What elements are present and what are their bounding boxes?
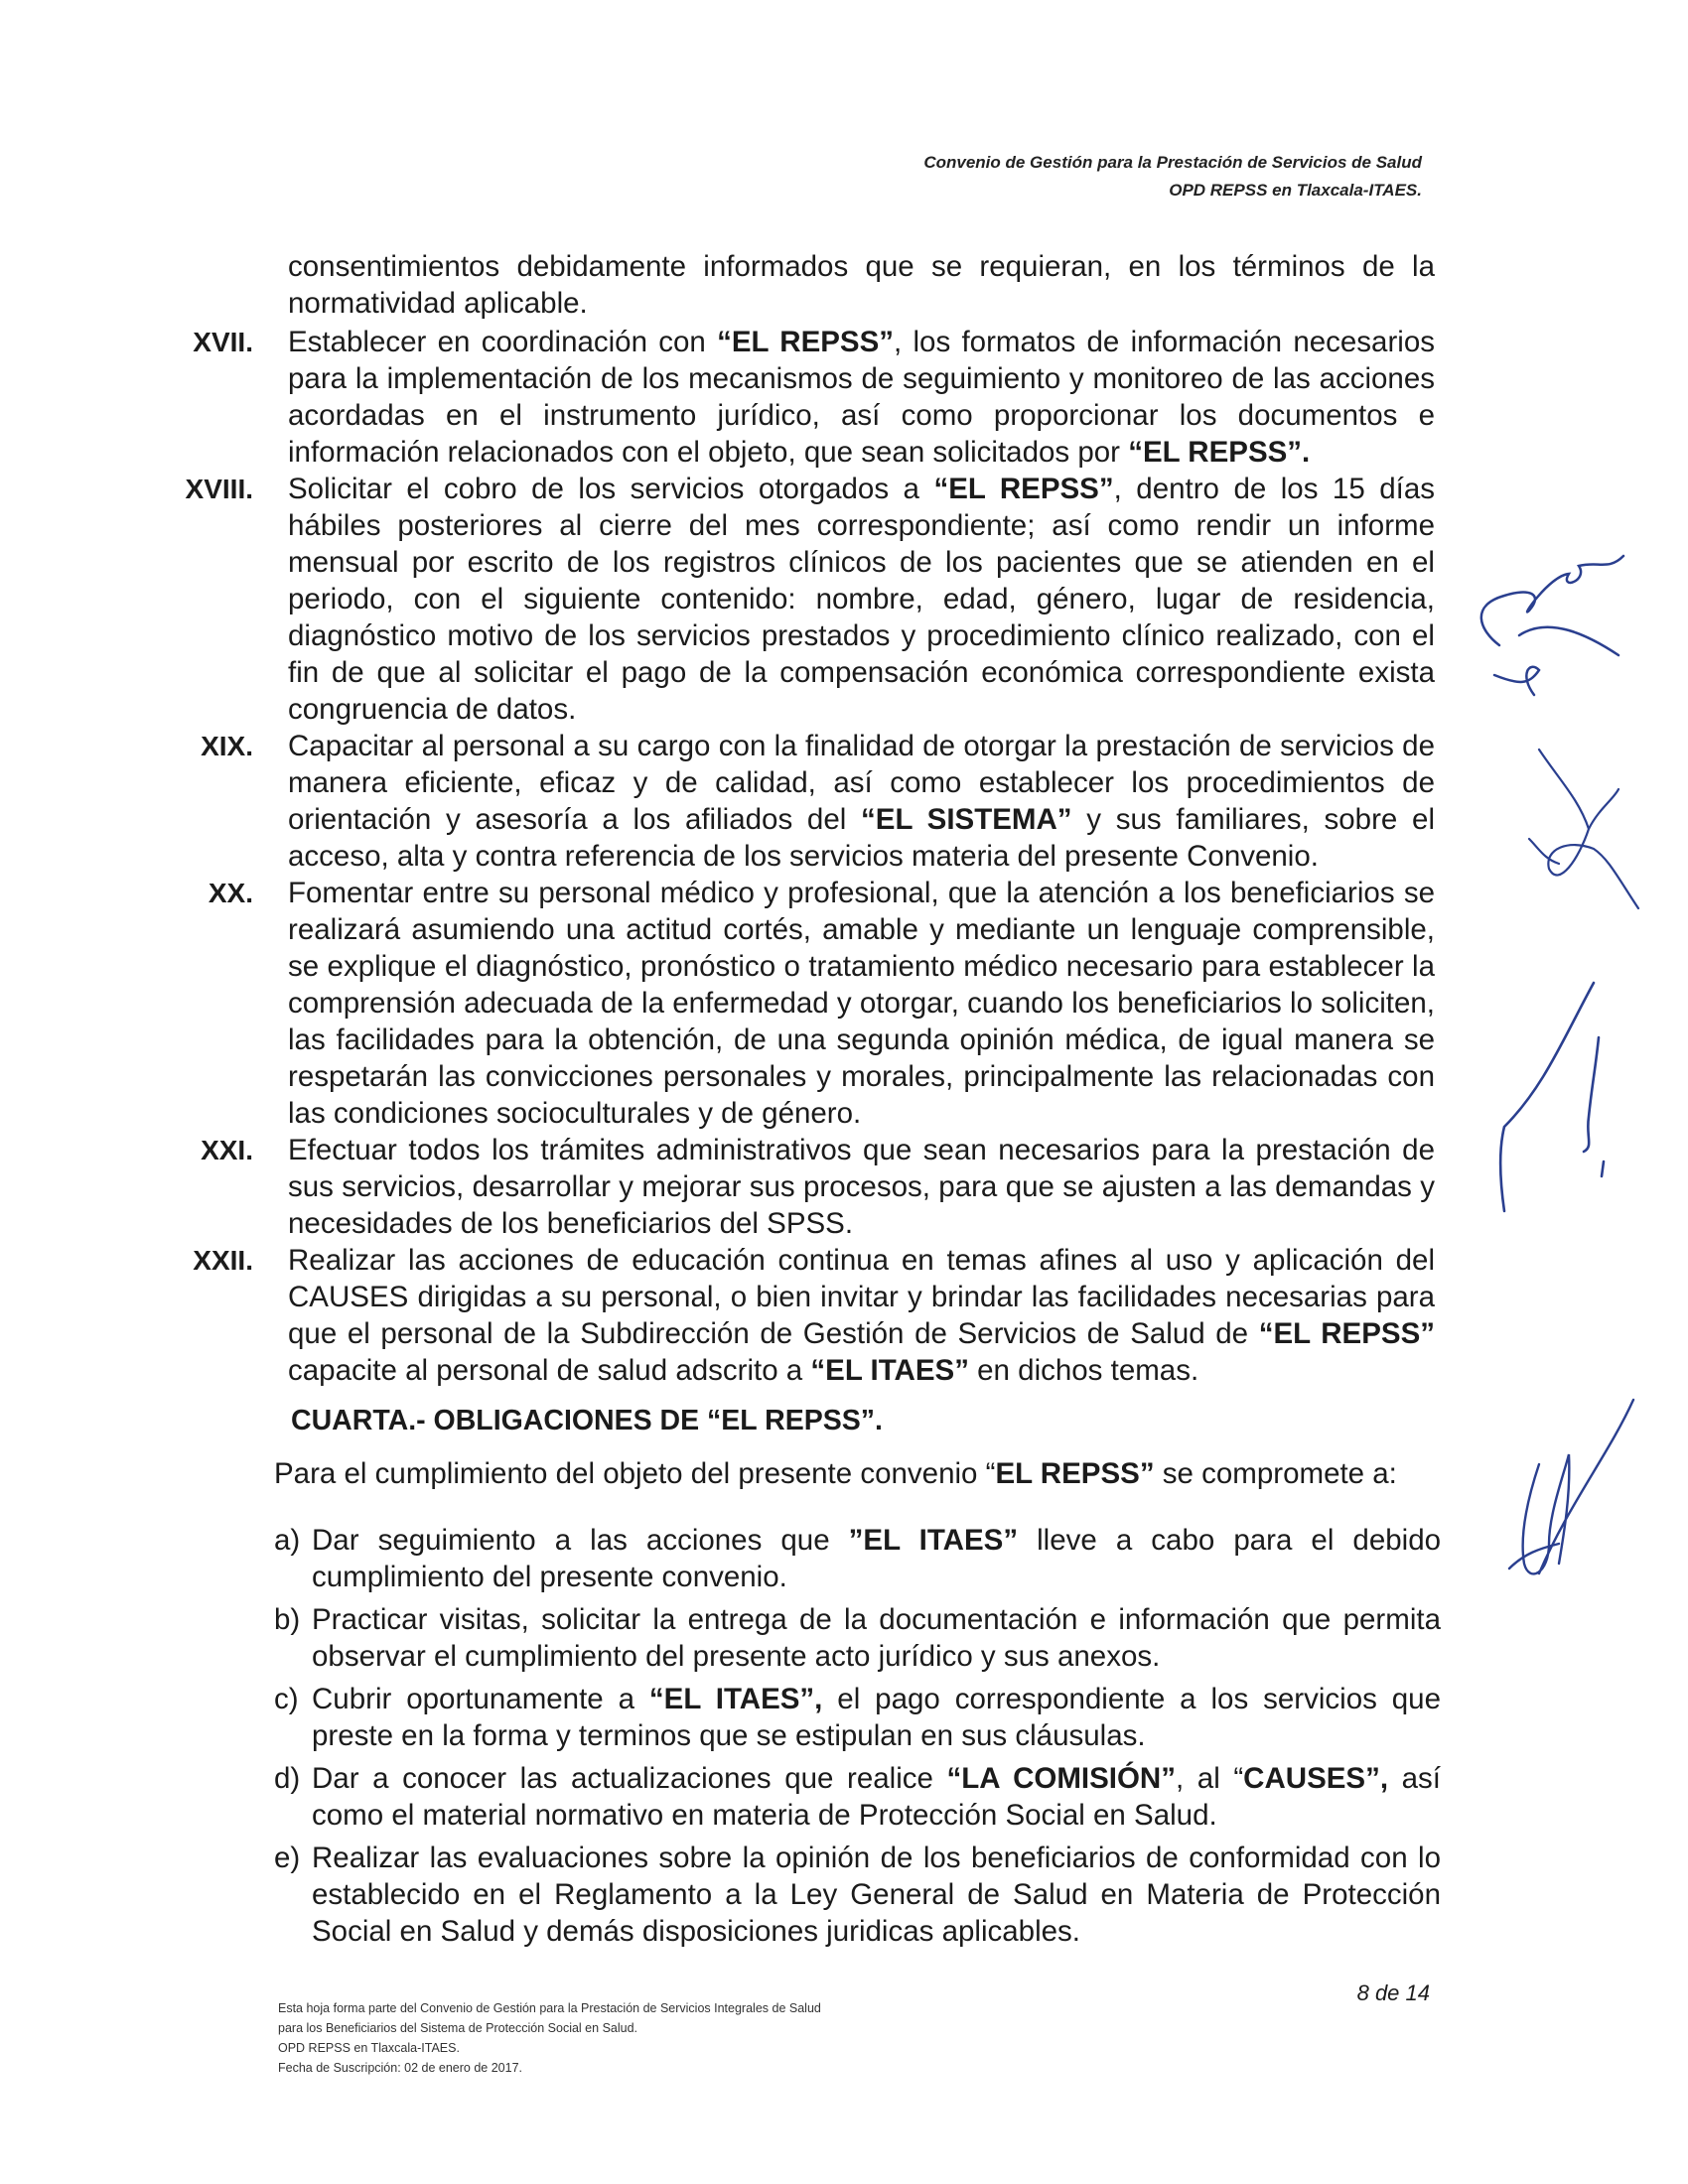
header-title: Convenio de Gestión para la Prestación de Servicios de Salud bbox=[923, 153, 1422, 172]
intro-paragraph: Para el cumplimiento del objeto del presente convenio “EL REPSS” se compromete a: bbox=[274, 1457, 1397, 1490]
footer-line: OPD REPSS en Tlaxcala-ITAES. bbox=[278, 2041, 460, 2055]
obligation-item-e: e) Realizar las evaluaciones sobre la opinión de los beneficiarios de conformidad con lo establecido en el Reglamento a la Ley General de Salud en Materia de Protección Social en Salud y demás disposiciones juridicas aplicables. bbox=[274, 1842, 1441, 1948]
list-item-xx: XX. Fomentar entre su personal médico y profesional, que la atención a los beneficiarios se realizará asumiendo una actitud cortés, amable y mediante un lenguaje comprensible, se explique el diagnóstico, pronóstico o tratamiento médico necesario para establecer la comprensión adecuada de la enfermedad y otorgar, cuando los beneficiarios lo soliciten, las facilidades para la obtención, de una segunda opinión médica, de igual manera se respetarán las convicciones personales y morales, principalmente las relacionadas con las condiciones socioculturales y de género. bbox=[159, 875, 1435, 1132]
list-item-xviii: XVIII. Solicitar el cobro de los servicios otorgados a “EL REPSS”, dentro de los 15 días hábiles posteriores al cierre del mes correspondiente; así como rendir un informe mensual por escrito de los registros clínicos de los pacientes que se atienden en el periodo, con el siguiente contenido: nombre, edad, género, lugar de residencia, diagnóstico motivo de los servicios prestados y procedimiento clínico realizado, con el fin de que al solicitar el pago de la compensación económica correspondiente exista congruencia de datos. bbox=[159, 471, 1435, 728]
header-subtitle: OPD REPSS en Tlaxcala-ITAES. bbox=[1169, 181, 1422, 200]
item-number: XX. bbox=[208, 878, 253, 908]
footer-line: Esta hoja forma parte del Convenio de Gestión para la Prestación de Servicios Integrales de Salud bbox=[278, 2001, 821, 2015]
signature-3-icon bbox=[1484, 978, 1614, 1216]
signature-1-icon bbox=[1460, 536, 1638, 705]
obligation-letter: d) bbox=[274, 1762, 301, 1795]
list-item-xvii: XVII. Establecer en coordinación con “EL REPSS”, los formatos de información necesarios para la implementación de los mecanismos de seguimiento y monitoreo de las acciones acordadas en el instrumento jurídico, así como proporcionar los documentos e información relacionados con el objeto, que sean solicitados por “EL REPSS”. bbox=[159, 324, 1435, 471]
list-item-xix: XIX. Capacitar al personal a su cargo con la finalidad de otorgar la prestación de servicios de manera eficiente, eficaz y de calidad, así como establecer los procedimientos de orientación y asesoría a los afiliados del “EL SISTEMA” y sus familiares, sobre el acceso, alta y contra referencia de los servicios materia del presente Convenio. bbox=[159, 728, 1435, 875]
document-header bbox=[923, 149, 1422, 205]
section-title: CUARTA.- OBLIGACIONES DE “EL REPSS”. bbox=[291, 1405, 883, 1436]
obligation-letter: a) bbox=[274, 1524, 301, 1557]
obligations-list bbox=[274, 1522, 1441, 1956]
item-number: XVII. bbox=[193, 327, 253, 357]
footer-line: para los Beneficiarios del Sistema de Protección Social en Salud. bbox=[278, 2021, 638, 2035]
signature-4-icon bbox=[1470, 1395, 1643, 1593]
obligation-item-a: a) Dar seguimiento a las acciones que ”EL ITAES” lleve a cabo para el debido cumplimiento del presente convenio. bbox=[274, 1524, 1442, 1593]
obligation-item-c: c) Cubrir oportunamente a “EL ITAES”, el pago correspondiente a los servicios que preste en la forma y terminos que se estipulan en sus cláusulas. bbox=[274, 1683, 1441, 1752]
item-number: XXII. bbox=[193, 1245, 253, 1276]
page-number: 8 de 14 bbox=[1356, 1980, 1430, 2005]
obligation-item-b: b) Practicar visitas, solicitar la entrega de la documentación e información que permita observar el cumplimiento del presente acto jurídico y sus anexos. bbox=[274, 1603, 1441, 1673]
obligation-letter: e) bbox=[274, 1842, 301, 1874]
footer-line: Fecha de Suscripción: 02 de enero de 2017. bbox=[278, 2061, 523, 2075]
item-number: XVIII. bbox=[185, 474, 253, 504]
obligation-item-d: d) Dar a conocer las actualizaciones que realice “LA COMISIÓN”, al “CAUSES”, así como el material normativo en materia de Protección Social en Salud. bbox=[274, 1762, 1441, 1832]
list-item-xxi: XXI. Efectuar todos los trámites administrativos que sean necesarios para la prestación de sus servicios, desarrollar y mejorar sus procesos, para que se ajusten a las demandas y necesidades de los beneficiarios del SPSS. bbox=[159, 1132, 1435, 1242]
item-number: XXI. bbox=[201, 1135, 253, 1165]
item-number: XIX. bbox=[201, 731, 253, 761]
obligation-letter: b) bbox=[274, 1603, 301, 1636]
numbered-list bbox=[159, 324, 1435, 1389]
signature-2-icon bbox=[1519, 740, 1648, 913]
continuation-paragraph: consentimientos debidamente informados que se requieran, en los términos de la normatividad aplicable. bbox=[288, 250, 1435, 320]
list-item-xxii: XXII. Realizar las acciones de educación continua en temas afines al uso y aplicación del CAUSES dirigidas a su personal, o bien invitar y brindar las facilidades necesarias para que el personal de la Subdirección de Gestión de Servicios de Salud de “EL REPSS” capacite al personal de salud adscrito a “EL ITAES” en dichos temas. bbox=[159, 1242, 1435, 1389]
obligation-letter: c) bbox=[274, 1683, 299, 1715]
footer-note bbox=[278, 1998, 821, 2078]
